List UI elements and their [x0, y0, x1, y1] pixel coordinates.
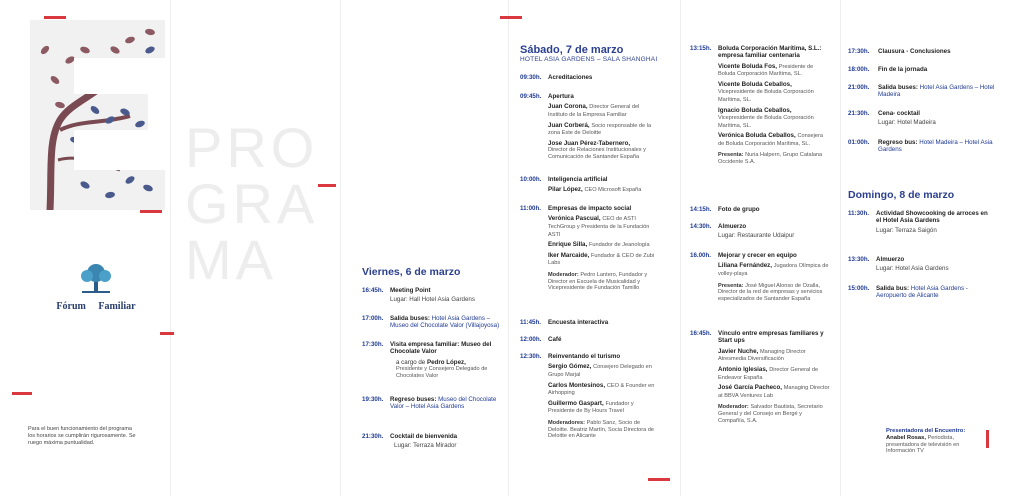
- event-place: Lugar: Terraza Saigón: [876, 226, 937, 234]
- event-place: Lugar: Hall Hotel Asia Gardens: [390, 296, 475, 304]
- event-time: 13:30h.: [848, 256, 870, 263]
- speaker-description: Fundador & CEO de Zubi Labs: [548, 252, 655, 267]
- event-body: [548, 93, 660, 160]
- speaker-description: Periodista, presentadora de televisión en Información TV: [886, 434, 960, 455]
- event-time: 12:00h.: [520, 336, 542, 343]
- speaker-description: Socio responsable de la zona Este de Deloitte: [548, 122, 652, 137]
- event-title: Salida bus:: [876, 285, 910, 292]
- speaker-name: Verónica Boluda Ceballos,: [718, 132, 796, 140]
- accent-mark: [318, 184, 336, 187]
- speaker-name: Ignacio Boluda Ceballos,: [718, 106, 792, 114]
- speaker-description: Director de Relaciones Institucionales y Comunicación de Santander España: [548, 147, 646, 160]
- event-title: Hotel Asia Gardens - Aeropuerto de Alicante: [876, 285, 968, 300]
- event-time: 14:30h.: [690, 223, 712, 230]
- event-body: [718, 45, 830, 166]
- speaker-name: Vicente Boluda Ceballos,: [718, 81, 792, 88]
- event-time: 11:00h.: [520, 205, 541, 212]
- speaker-name: Juan Corberá,: [548, 121, 590, 129]
- event-body: [876, 256, 988, 273]
- speaker-name: Iker Marcaide,: [548, 251, 590, 259]
- event-body: [390, 396, 498, 411]
- event-body: [878, 139, 996, 154]
- event-body: [548, 176, 660, 194]
- event-body: [548, 319, 608, 326]
- event-body: [718, 63, 830, 78]
- cover-panel: [0, 0, 170, 496]
- speaker-name: Pedro López,: [426, 358, 466, 366]
- moderator-text: Pablo Sanz, Socio de Deloitte. Beatriz Martín, Socia Directora de Deloitte en Alicante: [548, 419, 655, 440]
- event-body: [718, 223, 830, 240]
- moderator-text: José Miguel Alonso de Ozalla, Director de la red de empresas y servicios especializados de Santander España: [718, 282, 823, 302]
- event-title: Encuesta interactiva: [548, 319, 609, 326]
- event-body: [390, 341, 498, 379]
- event-body: [718, 366, 830, 381]
- event-time: 09:30h.: [520, 74, 542, 81]
- title-letters: MA: [185, 228, 277, 291]
- event-title: Almuerzo: [718, 223, 747, 230]
- speaker-name: Javier Nuche,: [718, 347, 759, 355]
- event-time: 19:30h.: [362, 396, 384, 403]
- event-time: 12:30h.: [520, 353, 542, 360]
- moderator-text: Moderadores:: [548, 419, 585, 426]
- tree-letter-e-illustration: [30, 20, 165, 210]
- presenter-block: [886, 428, 984, 455]
- event-title: Cocktail de bienvenida: [390, 433, 458, 440]
- title-letters: PRO: [185, 116, 319, 179]
- event-body: [390, 433, 498, 450]
- accent-mark: [648, 478, 670, 481]
- event-title: Regreso buses:: [390, 396, 437, 403]
- event-body: [718, 330, 830, 424]
- event-time: 16:45h.: [362, 287, 384, 294]
- event-time: 15:00h.: [848, 285, 870, 292]
- event-body: [548, 353, 660, 440]
- speaker-description: Consejera de Boluda Corporación Marítima, SL.: [718, 133, 823, 147]
- event-body: [718, 132, 830, 147]
- event-time: 10:00h.: [520, 176, 542, 183]
- event-title: Fin de la jornada: [878, 66, 928, 73]
- event-body: [548, 122, 660, 137]
- moderator-text: Salvador Bautista, Secretario General y del Consejo en Bergé y Compañía, S.A.: [718, 404, 823, 424]
- event-body: [548, 363, 660, 378]
- speaker-description: Managing Director at BBVA Ventures Lab: [718, 385, 830, 399]
- moderator-text: Moderador:: [718, 404, 749, 411]
- event-time: 17:00h.: [362, 315, 384, 322]
- fold-line: [840, 0, 841, 496]
- event-place: Lugar: Terraza Mirador: [394, 442, 457, 450]
- event-body: [878, 66, 927, 73]
- event-title: Apertura: [548, 93, 574, 100]
- event-body: [718, 252, 830, 302]
- speaker-name: Vicente Boluda Fos,: [718, 62, 778, 70]
- event-title: Hotel Asia Gardens – Hotel Madeira: [878, 84, 995, 99]
- event-title: Salida buses:: [390, 315, 430, 322]
- event-title: Cena- cocktail: [878, 110, 920, 117]
- speaker-description: CEO Microsoft España: [584, 187, 642, 194]
- event-body: [548, 215, 660, 238]
- event-body: [878, 110, 996, 127]
- event-title: Museo del Chocolate Valor – Hotel Asia Gardens: [390, 396, 497, 411]
- event-time: 11:30h.: [848, 210, 869, 217]
- venue: HOTEL ASIA GARDENS – SALA SHANGHAI: [520, 56, 658, 63]
- accent-mark: [986, 430, 989, 448]
- event-title: Meeting Point: [390, 287, 431, 294]
- event-title: Vínculo entre empresas familiares y Start ups: [718, 330, 824, 345]
- speaker-name: Enrique Silla,: [548, 241, 588, 249]
- event-body: [876, 210, 988, 234]
- speaker-name: Jose Juan Pérez-Tabernero,: [548, 139, 631, 147]
- speaker-description: Fundador y Presidente de By Hours Travel: [548, 400, 634, 415]
- title-letters: GRA: [185, 172, 319, 235]
- event-title: Empresas de impacto social: [548, 205, 632, 212]
- event-body: [548, 272, 660, 292]
- event-body: [878, 84, 996, 99]
- speaker-name: Antonio Iglesias,: [718, 366, 768, 373]
- speaker-description: Vicepresidente de Boluda Corporación Marítima, SL.: [718, 89, 814, 103]
- event-place: Lugar: Restaurante Udaipur: [718, 232, 795, 240]
- event-place: Lugar: Hotel Asia Gardens: [876, 265, 949, 273]
- fold-line: [170, 0, 171, 496]
- event-time: 01:00h.: [848, 139, 870, 146]
- speaker-name: Guillermo Gaspart,: [548, 399, 604, 407]
- event-title: Café: [548, 336, 562, 343]
- event-time: 21:00h.: [848, 84, 870, 91]
- event-body: [718, 348, 830, 363]
- event-time: 17:30h.: [362, 341, 384, 348]
- friday-heading: [362, 266, 502, 278]
- event-body: [718, 384, 830, 399]
- speaker-description: Presidente de Boluda Corporación Marítima, SL.: [718, 63, 814, 78]
- event-body: [390, 359, 498, 380]
- event-time: 21:30h.: [362, 433, 384, 440]
- text: Presentadora del Encuentro:: [886, 428, 966, 434]
- event-title: Hotel Madeira – Hotel Asia Gardens: [878, 139, 993, 154]
- logo-word: Familiar: [98, 301, 136, 312]
- event-place: Lugar: Hotel Madeira: [878, 119, 936, 127]
- fold-line: [508, 0, 509, 496]
- event-body: [548, 252, 660, 267]
- event-body: [718, 404, 830, 424]
- tree-logo-icon: [76, 262, 116, 294]
- moderator-text: Presenta:: [718, 152, 744, 159]
- event-title: Almuerzo: [876, 256, 905, 263]
- speaker-name: Liliana Fernández,: [718, 262, 772, 270]
- speaker-name: Pilar López,: [548, 186, 583, 194]
- day-title: Domingo, 8 de marzo: [848, 189, 955, 201]
- event-body: [548, 400, 660, 415]
- event-body: [390, 315, 500, 330]
- event-title: Reinventando el turismo: [548, 353, 621, 360]
- speaker-name: Verónica Pascual,: [548, 215, 601, 223]
- event-body: [718, 107, 830, 130]
- programa-title: [185, 116, 319, 291]
- event-body: [548, 140, 660, 161]
- speaker-description: Director General del Instituto de la Empresa Familiar: [548, 104, 640, 118]
- speaker-description: Jugadora Olímpica de volley-playa: [718, 263, 829, 277]
- event-body: [718, 152, 830, 165]
- moderator-text: Moderador:: [548, 271, 579, 278]
- event-body: [548, 420, 660, 440]
- saturday-heading: [520, 44, 680, 63]
- speaker-description: Presidente y Consejero Delegado de Chocolates Valor: [396, 366, 488, 379]
- event-body: [718, 283, 830, 303]
- fold-line: [680, 0, 681, 496]
- event-time: 11:45h.: [520, 319, 541, 326]
- event-time: 18:00h.: [848, 66, 870, 73]
- day-title: Sábado, 7 de marzo: [520, 44, 624, 56]
- event-time: 13:15h.: [690, 45, 712, 52]
- moderator-text: Nuria Halpern, Grupo Catalana Occidente S.A.: [718, 152, 823, 165]
- speaker-name: Sergio Gómez,: [548, 363, 592, 371]
- speaker-description: CEO & Founder en Airhopping: [548, 382, 655, 397]
- event-time: 17:30h.: [848, 48, 870, 55]
- speaker-description: Consejero Delegado en Grupo Marjal: [548, 364, 652, 378]
- speaker-name: Anabel Rosas,: [886, 434, 926, 441]
- event-body: [718, 262, 830, 277]
- fold-line: [340, 0, 341, 496]
- event-body: [548, 103, 660, 118]
- event-time: 14:15h.: [690, 206, 712, 213]
- event-body: [548, 74, 592, 81]
- speaker-name: Carlos Montesinos,: [548, 381, 606, 389]
- event-body: [548, 205, 660, 292]
- day-title: Viernes, 6 de marzo: [362, 266, 461, 278]
- event-title: Regreso bus:: [878, 139, 918, 146]
- event-body: [548, 186, 660, 194]
- accent-mark: [500, 16, 522, 19]
- event-time: 16.00h.: [690, 252, 711, 259]
- event-body: [548, 382, 660, 397]
- event-title: Visita empresa familiar: Museo del Chocolate Valor: [390, 341, 492, 356]
- speaker-description: Director General de Endeavor España: [718, 367, 819, 381]
- logo-word: Fórum: [56, 301, 86, 312]
- event-title: Inteligencia artificial: [548, 176, 608, 183]
- moderator-text: Presenta:: [718, 282, 744, 289]
- event-title: Salida buses:: [878, 84, 918, 91]
- event-title: Clausura - Conclusiones: [878, 48, 951, 55]
- speaker-description: Vicepresidente de Boluda Corporación Marítima, SL.: [718, 115, 814, 129]
- moderator-text: Pedro Lantero, Fundador y Director en Escuela de Musicalidad y Vicepresidente de Fundación Tamillo: [548, 271, 648, 292]
- event-title: Hotel Asia Gardens – Museo del Chocolate Valor (Villajoyosa): [390, 315, 500, 330]
- logo-text: [46, 301, 146, 312]
- event-time: 21:30h.: [848, 110, 870, 117]
- event-title: Boluda Corporación Marítima, S.L.: empresa familiar centenaria: [718, 45, 822, 60]
- event-body: [878, 48, 951, 55]
- event-body: [390, 287, 475, 304]
- event-title: Actividad Showcooking de arroces en el Hotel Asia Gardens: [876, 210, 988, 225]
- event-time: 16:45h.: [690, 330, 712, 337]
- event-time: 09:45h.: [520, 93, 542, 100]
- speaker-description: Managing Director Atresmedia Diversificación: [718, 348, 806, 363]
- event-body: [718, 81, 830, 104]
- event-title: Acreditaciones: [548, 74, 593, 81]
- speaker-name: José García Pacheco,: [718, 384, 782, 392]
- event-body: [718, 206, 760, 213]
- sunday-heading: [848, 189, 1008, 201]
- speaker-name: Juan Corona,: [548, 103, 588, 111]
- event-body: [548, 336, 561, 343]
- event-title: Foto de grupo: [718, 206, 760, 213]
- event-title: Mejorar y crecer en equipo: [718, 252, 797, 259]
- speaker-description: Fundador de Jeanología: [588, 242, 650, 249]
- footnote: Para el buen funcionamiento del programa los horarios se cumplirán rigurosamente. Se ruego máxima puntualidad.: [28, 426, 136, 446]
- speaker-description: CEO de ASTI TechGroup y Presidenta de la Fundación ASTI: [548, 216, 650, 238]
- event-body: [548, 241, 660, 249]
- text: a cargo de: [396, 358, 426, 366]
- event-body: [876, 285, 988, 300]
- forum-familiar-logo: [46, 262, 146, 312]
